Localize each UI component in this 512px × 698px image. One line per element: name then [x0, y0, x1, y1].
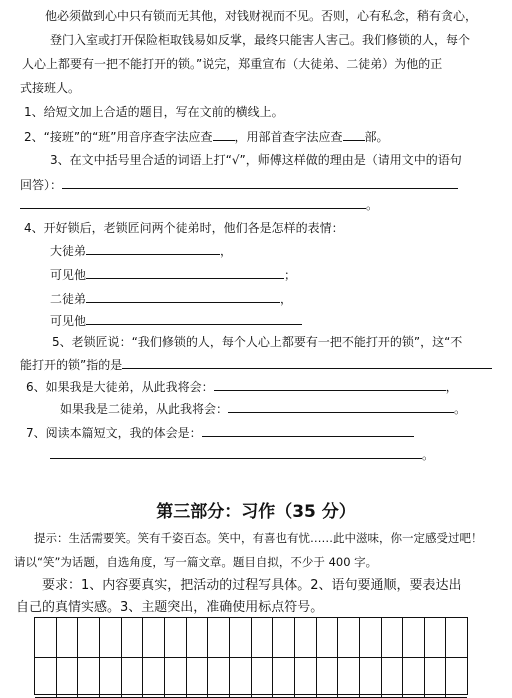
answer-blank-q5[interactable]	[122, 356, 492, 369]
composition-grid-cell[interactable]	[295, 618, 317, 658]
composition-grid-cell[interactable]	[230, 618, 252, 658]
q4-label-dadi: 大徒弟	[50, 244, 87, 258]
question-1: 1、给短文加上合适的题目，写在文前的横线上。	[24, 105, 284, 119]
answer-blank-q4-erdi[interactable]	[86, 290, 280, 303]
passage-line-2: 登门入室或打开保险柜取钱易如反掌，最终只能害人害己。我们修锁的人，每个	[50, 33, 471, 47]
question-7-period: 。	[422, 448, 435, 462]
composition-grid-cell[interactable]	[143, 658, 165, 698]
composition-grid-row	[35, 618, 467, 658]
question-6a-label: 6、如果我是大徒弟，从此我将会：	[26, 380, 214, 394]
composition-grid-cell[interactable]	[425, 618, 447, 658]
composition-grid-cell[interactable]	[273, 658, 295, 698]
question-3-answer-row	[20, 176, 458, 193]
question-4: 4、开好锁后，老锁匠问两个徒弟时，他们各是怎样的表情：	[24, 221, 344, 235]
q4-dadi-end: ，	[220, 244, 233, 258]
passage-line-1: 他必须做到心中只有锁而无其他，对钱财视而不见。否则，心有私念，稍有贪心，	[45, 9, 478, 23]
composition-grid-cell[interactable]	[338, 618, 360, 658]
composition-grid-cell[interactable]	[78, 618, 100, 658]
composition-grid-cell[interactable]	[35, 618, 57, 658]
q4-row-kejian-1	[50, 266, 296, 283]
question-2-part-a: 2、“接班”的“班”用音序查字法应查	[24, 130, 213, 144]
question-6b-label: 如果我是二徒弟，从此我将会：	[60, 402, 229, 416]
composition-grid-cell[interactable]	[100, 658, 122, 698]
composition-grid[interactable]	[34, 617, 468, 695]
composition-grid-cell[interactable]	[122, 618, 144, 658]
composition-grid-cell[interactable]	[403, 658, 425, 698]
passage-line-4: 式接班人。	[20, 81, 81, 95]
writing-hint-line-2: 请以“笑”为话题，自选角度，写一篇文章。题目自拟，不少于 400 字。	[14, 555, 378, 569]
section-title: 第三部分：习作（35 分）	[156, 502, 356, 522]
question-3-answer-row-2	[20, 196, 378, 213]
answer-blank-q7-line2[interactable]	[50, 446, 422, 459]
question-5-label: 能打开的锁”指的是	[20, 358, 123, 372]
composition-grid-cell[interactable]	[35, 658, 57, 698]
composition-grid-cell[interactable]	[230, 658, 252, 698]
q4-kejian-1-end: ；	[284, 268, 297, 282]
composition-grid-cell[interactable]	[446, 618, 467, 658]
composition-grid-cell[interactable]	[165, 658, 187, 698]
question-6b	[60, 400, 466, 417]
composition-grid-cell[interactable]	[57, 618, 79, 658]
passage-line-3: 人心上都要有一把不能打开的锁。”说完，郑重宣布（大徒弟、二徒弟）为他的正	[22, 57, 443, 71]
answer-blank-q6a[interactable]	[214, 378, 446, 391]
q4-row-erdi	[50, 290, 292, 307]
question-6a-end: ，	[445, 380, 458, 394]
answer-blank-q4-kejian-1[interactable]	[86, 266, 284, 279]
answer-blank-bushou[interactable]	[343, 128, 365, 141]
question-6b-period: 。	[454, 402, 467, 416]
composition-grid-cell[interactable]	[100, 618, 122, 658]
composition-grid-cell[interactable]	[382, 658, 404, 698]
composition-grid-cell[interactable]	[143, 618, 165, 658]
composition-grid-cell[interactable]	[252, 618, 274, 658]
composition-grid-cell[interactable]	[360, 658, 382, 698]
composition-grid-cell[interactable]	[360, 618, 382, 658]
question-3-period: 。	[366, 198, 379, 212]
composition-grid-cell[interactable]	[317, 658, 339, 698]
composition-grid-cell[interactable]	[187, 618, 209, 658]
composition-grid-cell[interactable]	[78, 658, 100, 698]
composition-grid-cell[interactable]	[425, 658, 447, 698]
composition-grid-cell[interactable]	[403, 618, 425, 658]
question-7-label: 7、阅读本篇短文，我的体会是：	[26, 426, 202, 440]
question-7-row-2	[50, 446, 434, 463]
composition-grid-cell[interactable]	[208, 658, 230, 698]
question-6a	[26, 378, 458, 395]
answer-blank-q7-line1[interactable]	[202, 424, 414, 437]
answer-blank-yinxu[interactable]	[213, 128, 235, 141]
answer-blank-q6b[interactable]	[228, 400, 454, 413]
writing-requirement-line-1: 要求：1、内容要真实，把活动的过程写具体。2、语句要通顺，要表达出	[42, 578, 462, 593]
composition-grid-cell[interactable]	[252, 658, 274, 698]
question-7	[26, 424, 414, 441]
answer-blank-q4-dadi[interactable]	[86, 242, 220, 255]
q4-erdi-end: ，	[280, 292, 293, 306]
q4-row-dadi	[50, 242, 232, 259]
question-2	[24, 128, 389, 145]
composition-grid-cell[interactable]	[165, 618, 187, 658]
question-5-answer-row	[20, 356, 492, 373]
composition-grid-cell[interactable]	[273, 618, 295, 658]
answer-blank-q3-line1[interactable]	[62, 176, 458, 189]
composition-grid-cell[interactable]	[122, 658, 144, 698]
question-5: 5、老锁匠说：“我们修锁的人，每个人心上都要有一把不能打开的锁”，这“不	[52, 335, 463, 349]
composition-grid-cell[interactable]	[187, 658, 209, 698]
composition-grid-cell[interactable]	[295, 658, 317, 698]
q4-label-kejian-2: 可见他	[50, 314, 87, 328]
answer-blank-q4-kejian-2[interactable]	[86, 312, 302, 325]
question-2-part-c: 部。	[364, 130, 389, 144]
question-3: 3、在文中括号里合适的词语上打“√”，师傅这样做的理由是（请用文中的语句	[50, 153, 462, 167]
q4-label-erdi: 二徒弟	[50, 292, 87, 306]
q4-row-kejian-2	[50, 312, 302, 329]
composition-grid-cell[interactable]	[208, 618, 230, 658]
composition-grid-cell[interactable]	[338, 658, 360, 698]
composition-grid-cell[interactable]	[317, 618, 339, 658]
composition-grid-cell[interactable]	[382, 618, 404, 658]
question-3-answer-label: 回答）：	[20, 178, 63, 192]
writing-requirement-line-2: 自己的真情实感。3、主题突出，准确使用标点符号。	[16, 600, 324, 615]
composition-grid-cell[interactable]	[446, 658, 467, 698]
composition-grid-cell[interactable]	[57, 658, 79, 698]
answer-blank-q3-line2[interactable]	[20, 196, 366, 209]
question-2-part-b: ，用部首查字法应查	[234, 130, 343, 144]
composition-grid-row	[35, 658, 467, 698]
q4-label-kejian-1: 可见他	[50, 268, 87, 282]
writing-hint-line-1: 提示：生活需要笑。笑有千姿百态。笑中，有喜也有忧……此中滋味，你一定感受过吧！	[34, 531, 483, 545]
